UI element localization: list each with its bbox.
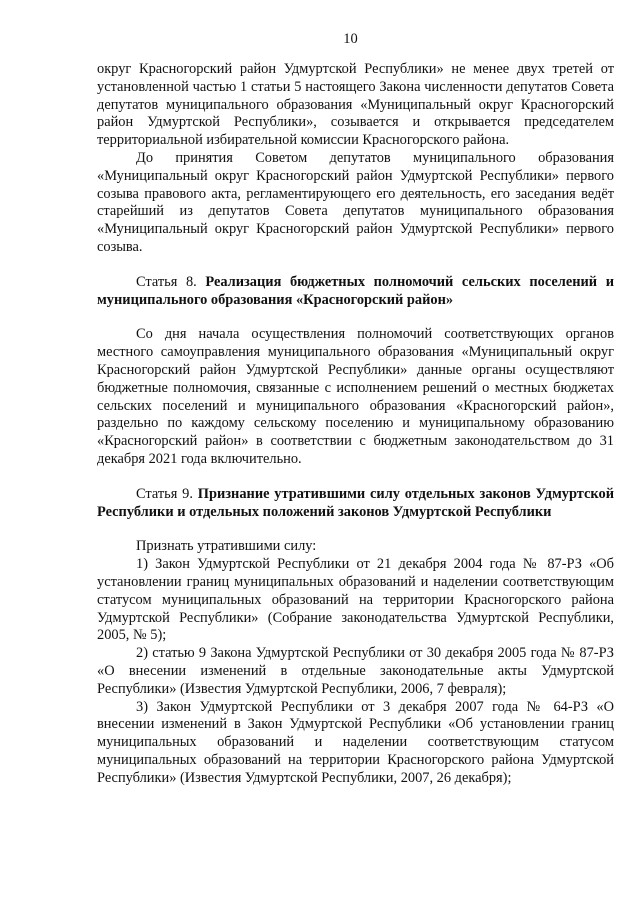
article-9-intro: Признать утратившими силу: bbox=[136, 538, 317, 555]
article-9-item-3: 3) Закон Удмуртской Республики от 3 декабря 2007 года № 64-РЗ «О внесении изменений в Закон Удмуртской Республики «Об установлении границ муниципальных образований и наделении соответствующим статусом муниципальных образований на территории Красногорского района Удмуртской Республики» (Известия Удмуртской Республики, 2007, 26 декабря); bbox=[97, 698, 614, 786]
page-number: 10 bbox=[343, 31, 358, 47]
article-8-title: Реализация бюджетных полномочий сельских поселений и муниципального образования «Красногорский район» bbox=[97, 273, 614, 308]
article-9-title: Признание утратившими силу отдельных законов Удмуртской Республики и отдельных положений законов Удмуртской Республики bbox=[97, 485, 614, 520]
article-8-label: Статья 8. bbox=[136, 273, 206, 290]
paragraph-continuation: округ Красногорский район Удмуртской Республики» не менее двух третей от установленной частью 1 статьи 5 настоящего Закона численности депутатов Совета депутатов муниципального образования «Муниципальный округ Красногорский район Удмуртской Республики», созывается и открывается председателем территориальной избирательной комиссии Красногорского района. bbox=[97, 61, 614, 149]
article-9-item-1: 1) Закон Удмуртской Республики от 21 декабря 2004 года № 87-РЗ «Об установлении границ муниципальных образований и наделении соответствующим статусом муниципальных образований на территории Красногорского района Удмуртской Республики» (Собрание законодательства Удмуртской Республики, 2005, № 5); bbox=[97, 556, 614, 644]
article-9-heading bbox=[97, 486, 614, 522]
article-8-heading bbox=[97, 274, 614, 310]
article-9-item-2: 2) статью 9 Закона Удмуртской Республики от 30 декабря 2005 года № 87-РЗ «О внесении изменений в отдельные законодательные акты Удмуртской Республики» (Известия Удмуртской Республики, 2006, 7 февраля); bbox=[97, 645, 614, 697]
article-9-label: Статья 9. bbox=[136, 485, 198, 502]
article-8-text: Со дня начала осуществления полномочий соответствующих органов местного самоуправления муниципального образования «Муниципальный округ Красногорский район Удмуртской Республики» данные органы осуществляют бюджетные полномочия, связанные с исполнением решений о местных бюджетах сельских поселений и муниципального образования «Красногорский район», раздельно по каждому сельскому поселению и муниципальному образованию «Красногорский район» в соответствии с бюджетным законодательством до 31 декабря 2021 года включительно. bbox=[97, 326, 614, 467]
paragraph-first-session: До принятия Советом депутатов муниципального образования «Муниципальный округ Красногорский район Удмуртской Республики» первого созыва правового акта, регламентирующего его деятельность, его заседания ведёт старейший из депутатов Совета депутатов муниципального образования «Муниципальный округ Красногорский район Удмуртской Республики» первого созыва. bbox=[97, 149, 614, 255]
